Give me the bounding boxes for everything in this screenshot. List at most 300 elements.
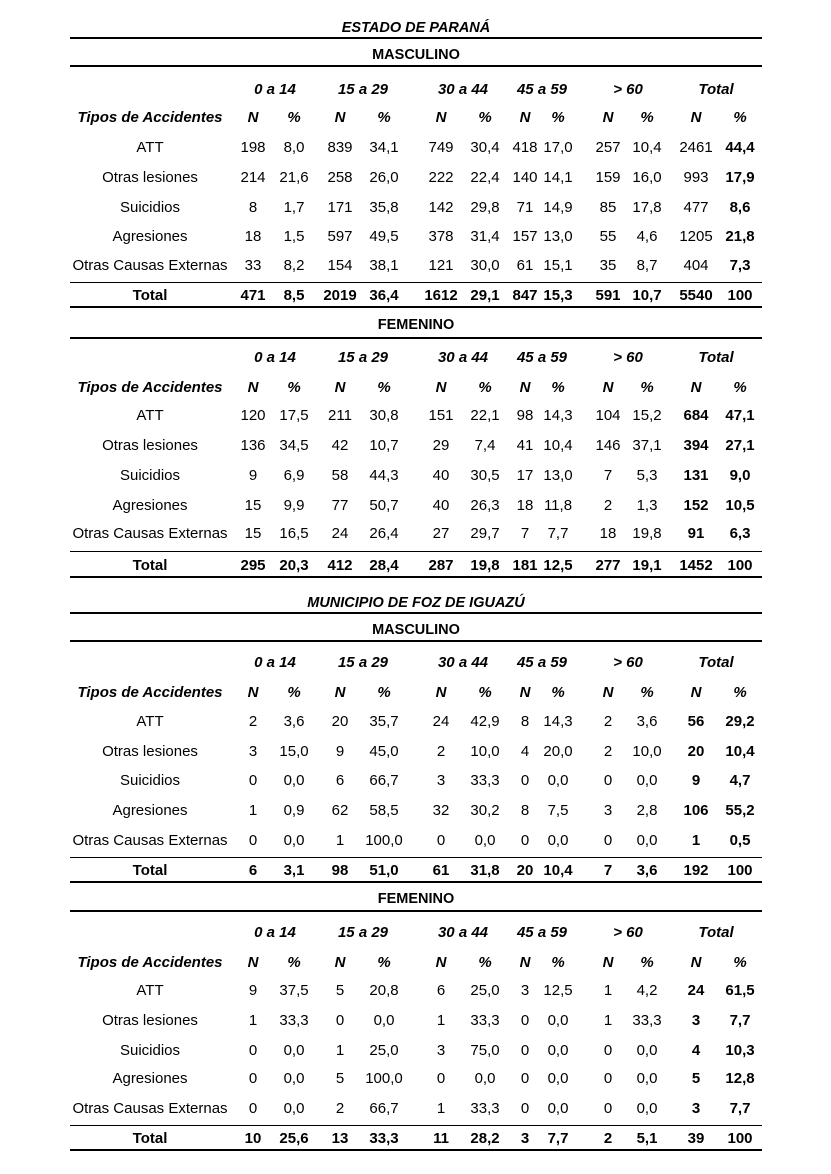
pct-value: 0,0	[283, 1042, 305, 1059]
pct-value: 100,0	[365, 832, 403, 849]
n-value: 0	[248, 1070, 258, 1087]
sex-divider	[70, 640, 762, 642]
pct-value: 0,0	[474, 832, 496, 849]
pct-column-header: %	[640, 379, 654, 396]
age-group-header	[70, 347, 762, 369]
n-value: 3	[691, 1100, 701, 1117]
total-n-value: 11	[433, 1130, 449, 1147]
n-column-header: N	[247, 109, 259, 126]
n-value: 3	[436, 1042, 446, 1059]
total-n-value: 39	[687, 1130, 705, 1147]
n-value: 62	[331, 802, 349, 819]
n-value: 9	[335, 743, 345, 760]
n-value: 9	[691, 772, 701, 789]
n-value: 258	[327, 169, 353, 186]
total-pct-value: 19,8	[470, 557, 500, 574]
n-value: 71	[516, 199, 534, 216]
column-header-row	[70, 107, 762, 129]
n-value: 77	[331, 497, 349, 514]
pct-value: 14,3	[543, 407, 573, 424]
pct-value: 8,7	[636, 257, 658, 274]
pct-column-header: %	[640, 109, 654, 126]
n-value: 0	[603, 772, 613, 789]
pct-value: 30,0	[470, 257, 500, 274]
n-value: 0	[248, 832, 258, 849]
pct-value: 9,0	[729, 467, 751, 484]
pct-value: 30,5	[470, 467, 500, 484]
total-divider	[70, 1125, 762, 1126]
n-column-header: N	[435, 109, 447, 126]
pct-value: 7,7	[729, 1012, 751, 1029]
n-value: 131	[683, 467, 709, 484]
pct-value: 26,0	[369, 169, 399, 186]
n-value: 146	[595, 437, 621, 454]
n-value: 15	[244, 525, 262, 542]
total-label: Total	[132, 557, 168, 574]
pct-column-header: %	[733, 379, 747, 396]
pct-value: 0,0	[636, 772, 658, 789]
pct-value: 26,4	[369, 525, 399, 542]
n-column-header: N	[602, 684, 614, 701]
n-value: 2	[603, 743, 613, 760]
age-group-header	[70, 922, 762, 944]
pct-value: 10,5	[725, 497, 755, 514]
section-bottom-border	[70, 306, 762, 308]
total-row	[70, 285, 762, 307]
pct-value: 0,5	[729, 832, 751, 849]
pct-value: 7,7	[729, 1100, 751, 1117]
age-group-label: 45 a 59	[516, 654, 568, 671]
age-group-label: 0 a 14	[254, 349, 296, 366]
n-value: 98	[516, 407, 534, 424]
pct-column-header: %	[377, 379, 391, 396]
pct-value: 0,0	[283, 1100, 305, 1117]
n-value: 0	[248, 1042, 258, 1059]
n-column-header: N	[334, 379, 346, 396]
table-row	[70, 830, 762, 852]
accident-type-label: Suicidios	[119, 199, 181, 216]
n-value: 418	[512, 139, 538, 156]
total-n-value: 2	[603, 1130, 613, 1147]
pct-value: 15,0	[279, 743, 309, 760]
type-column-header: Tipos de Accidentes	[77, 954, 223, 971]
age-group-label: 0 a 14	[254, 81, 296, 98]
pct-value: 15,2	[632, 407, 662, 424]
pct-value: 13,0	[543, 467, 573, 484]
age-group-label: Total	[698, 654, 734, 671]
n-value: 597	[327, 228, 353, 245]
total-n-value: 591	[595, 287, 621, 304]
n-value: 18	[599, 525, 617, 542]
total-n-value: 61	[432, 862, 450, 879]
pct-value: 14,9	[543, 199, 573, 216]
pct-value: 1,5	[283, 228, 305, 245]
n-value: 6	[335, 772, 345, 789]
n-value: 29	[432, 437, 450, 454]
total-pct-value: 8,5	[283, 287, 305, 304]
n-value: 2	[436, 743, 446, 760]
accident-type-label: Otras Causas Externas	[72, 257, 228, 274]
pct-value: 25,0	[470, 982, 500, 999]
n-value: 24	[331, 525, 349, 542]
pct-value: 3,6	[283, 713, 305, 730]
region-divider	[70, 612, 762, 614]
n-value: 2	[335, 1100, 345, 1117]
n-value: 1	[436, 1100, 446, 1117]
pct-value: 6,3	[729, 525, 751, 542]
n-value: 394	[683, 437, 709, 454]
pct-value: 44,3	[369, 467, 399, 484]
table-row	[70, 405, 762, 427]
n-value: 1205	[679, 228, 713, 245]
pct-value: 22,1	[470, 407, 500, 424]
n-value: 151	[428, 407, 454, 424]
n-value: 3	[436, 772, 446, 789]
pct-value: 30,4	[470, 139, 500, 156]
n-value: 378	[428, 228, 454, 245]
n-value: 0	[520, 772, 530, 789]
pct-value: 25,0	[369, 1042, 399, 1059]
total-n-value: 287	[428, 557, 454, 574]
accident-type-label: ATT	[136, 139, 164, 156]
n-value: 0	[520, 1070, 530, 1087]
n-value: 0	[603, 832, 613, 849]
total-divider	[70, 551, 762, 552]
pct-value: 26,3	[470, 497, 500, 514]
pct-value: 8,2	[283, 257, 305, 274]
pct-value: 34,1	[369, 139, 399, 156]
pct-column-header: %	[551, 109, 565, 126]
total-label: Total	[132, 862, 168, 879]
total-n-value: 192	[683, 862, 709, 879]
pct-column-header: %	[478, 379, 492, 396]
pct-value: 47,1	[725, 407, 755, 424]
total-n-value: 98	[331, 862, 349, 879]
n-value: 4	[520, 743, 530, 760]
n-value: 20	[331, 713, 349, 730]
table-row	[70, 435, 762, 457]
total-pct-value: 7,7	[547, 1130, 569, 1147]
pct-value: 0,0	[547, 832, 569, 849]
n-value: 257	[595, 139, 621, 156]
pct-value: 20,0	[543, 743, 573, 760]
pct-value: 66,7	[369, 772, 399, 789]
pct-column-header: %	[377, 954, 391, 971]
pct-value: 4,7	[729, 772, 751, 789]
n-value: 1	[248, 1012, 258, 1029]
table-row	[70, 255, 762, 277]
total-n-value: 5540	[679, 287, 713, 304]
table-row	[70, 1068, 762, 1090]
n-column-header: N	[519, 684, 531, 701]
n-value: 18	[244, 228, 262, 245]
total-pct-value: 29,1	[470, 287, 500, 304]
pct-value: 34,5	[279, 437, 309, 454]
pct-value: 0,0	[547, 1012, 569, 1029]
accident-type-label: Suicidios	[119, 772, 181, 789]
n-value: 1	[335, 832, 345, 849]
n-value: 211	[328, 407, 352, 424]
n-column-header: N	[690, 954, 702, 971]
age-group-label: 30 a 44	[437, 654, 489, 671]
total-n-value: 277	[595, 557, 621, 574]
age-group-label: > 60	[613, 81, 643, 98]
n-value: 1	[335, 1042, 345, 1059]
total-pct-value: 25,6	[279, 1130, 309, 1147]
n-column-header: N	[690, 684, 702, 701]
n-value: 993	[683, 169, 709, 186]
pct-value: 33,3	[632, 1012, 662, 1029]
n-value: 91	[687, 525, 705, 542]
table-row	[70, 770, 762, 792]
pct-value: 0,0	[283, 832, 305, 849]
n-value: 1	[436, 1012, 446, 1029]
table-row	[70, 465, 762, 487]
total-row	[70, 555, 762, 577]
n-value: 0	[520, 1042, 530, 1059]
n-value: 5	[335, 982, 345, 999]
total-pct-value: 33,3	[369, 1130, 399, 1147]
total-pct-value: 15,3	[543, 287, 573, 304]
n-column-header: N	[435, 954, 447, 971]
n-value: 0	[520, 832, 530, 849]
n-value: 7	[603, 467, 613, 484]
accident-type-label: Agresiones	[112, 802, 188, 819]
total-n-value: 2019	[323, 287, 357, 304]
n-value: 3	[603, 802, 613, 819]
n-value: 142	[428, 199, 454, 216]
n-column-header: N	[602, 954, 614, 971]
n-value: 42	[331, 437, 349, 454]
n-column-header: N	[334, 109, 346, 126]
pct-value: 50,7	[369, 497, 399, 514]
accident-type-label: Otras Causas Externas	[72, 832, 228, 849]
pct-column-header: %	[287, 954, 301, 971]
accident-type-label: Otras lesiones	[102, 1012, 198, 1029]
n-value: 18	[516, 497, 534, 514]
accident-type-label: Agresiones	[112, 228, 188, 245]
total-pct-value: 3,6	[636, 862, 658, 879]
pct-value: 20,8	[369, 982, 399, 999]
n-value: 6	[436, 982, 446, 999]
n-column-header: N	[519, 954, 531, 971]
pct-value: 31,4	[470, 228, 500, 245]
pct-value: 10,4	[543, 437, 573, 454]
pct-value: 0,0	[373, 1012, 395, 1029]
pct-value: 37,1	[632, 437, 662, 454]
n-value: 0	[335, 1012, 345, 1029]
age-group-label: 30 a 44	[437, 924, 489, 941]
pct-column-header: %	[733, 954, 747, 971]
table-row	[70, 1010, 762, 1032]
pct-value: 29,2	[725, 713, 755, 730]
n-value: 1	[691, 832, 701, 849]
total-row	[70, 860, 762, 882]
table-row	[70, 1098, 762, 1120]
pct-value: 1,7	[283, 199, 305, 216]
n-value: 56	[687, 713, 705, 730]
pct-value: 3,6	[636, 713, 658, 730]
n-value: 0	[603, 1070, 613, 1087]
pct-value: 8,0	[283, 139, 305, 156]
pct-value: 13,0	[543, 228, 573, 245]
pct-value: 27,1	[725, 437, 755, 454]
pct-value: 0,0	[547, 1042, 569, 1059]
pct-value: 14,1	[543, 169, 573, 186]
total-pct-value: 10,7	[632, 287, 662, 304]
total-divider	[70, 857, 762, 858]
pct-value: 17,9	[725, 169, 755, 186]
pct-column-header: %	[287, 379, 301, 396]
total-n-value: 6	[248, 862, 258, 879]
total-n-value: 412	[327, 557, 353, 574]
total-label: Total	[132, 287, 168, 304]
accident-type-label: Otras Causas Externas	[72, 525, 228, 542]
section-bottom-border	[70, 576, 762, 578]
sex-title: FEMENINO	[377, 317, 455, 333]
accident-type-label: Agresiones	[112, 497, 188, 514]
sex-title: FEMENINO	[377, 891, 455, 907]
pct-value: 35,7	[369, 713, 399, 730]
accident-type-label: Otras lesiones	[102, 437, 198, 454]
age-group-label: 15 a 29	[337, 81, 389, 98]
n-column-header: N	[435, 684, 447, 701]
n-value: 140	[512, 169, 538, 186]
age-group-label: Total	[698, 349, 734, 366]
age-group-label: 15 a 29	[337, 924, 389, 941]
accident-type-label: Suicidios	[119, 467, 181, 484]
n-column-header: N	[247, 684, 259, 701]
pct-value: 9,9	[283, 497, 305, 514]
pct-value: 0,0	[636, 1042, 658, 1059]
n-value: 0	[520, 1012, 530, 1029]
pct-value: 35,8	[369, 199, 399, 216]
n-column-header: N	[334, 954, 346, 971]
n-value: 9	[248, 467, 258, 484]
n-value: 0	[248, 1100, 258, 1117]
pct-value: 0,0	[636, 1070, 658, 1087]
age-group-label: 45 a 59	[516, 349, 568, 366]
n-value: 152	[683, 497, 709, 514]
region-divider	[70, 37, 762, 39]
n-value: 2461	[679, 139, 713, 156]
pct-value: 44,4	[725, 139, 755, 156]
pct-value: 100,0	[365, 1070, 403, 1087]
pct-value: 10,4	[725, 743, 755, 760]
age-group-label: Total	[698, 81, 734, 98]
n-value: 404	[683, 257, 709, 274]
n-column-header: N	[602, 379, 614, 396]
n-column-header: N	[334, 684, 346, 701]
pct-value: 5,3	[636, 467, 658, 484]
pct-value: 30,8	[369, 407, 399, 424]
pct-value: 8,6	[729, 199, 751, 216]
total-pct-value: 19,1	[632, 557, 662, 574]
age-group-label: 15 a 29	[337, 654, 389, 671]
table-row	[70, 980, 762, 1002]
pct-value: 33,3	[279, 1012, 309, 1029]
section-bottom-border	[70, 881, 762, 883]
type-column-header: Tipos de Accidentes	[77, 379, 223, 396]
pct-column-header: %	[640, 684, 654, 701]
column-header-row	[70, 952, 762, 974]
pct-value: 42,9	[470, 713, 500, 730]
pct-value: 66,7	[369, 1100, 399, 1117]
pct-column-header: %	[377, 109, 391, 126]
n-column-header: N	[519, 379, 531, 396]
pct-value: 10,3	[725, 1042, 755, 1059]
n-value: 0	[520, 1100, 530, 1117]
pct-value: 14,3	[543, 713, 573, 730]
n-value: 749	[428, 139, 454, 156]
total-pct-value: 28,2	[470, 1130, 500, 1147]
sex-divider	[70, 65, 762, 67]
n-value: 20	[687, 743, 705, 760]
pct-value: 7,4	[474, 437, 496, 454]
n-value: 104	[595, 407, 621, 424]
pct-value: 19,8	[632, 525, 662, 542]
n-value: 684	[683, 407, 709, 424]
column-header-row	[70, 682, 762, 704]
total-pct-value: 10,4	[543, 862, 573, 879]
total-n-value: 1452	[679, 557, 713, 574]
age-group-label: 30 a 44	[437, 81, 489, 98]
n-value: 32	[432, 802, 450, 819]
pct-value: 29,8	[470, 199, 500, 216]
n-value: 8	[248, 199, 258, 216]
total-pct-value: 100	[727, 557, 753, 574]
pct-value: 75,0	[470, 1042, 500, 1059]
n-column-header: N	[690, 379, 702, 396]
total-pct-value: 3,1	[283, 862, 305, 879]
pct-column-header: %	[287, 684, 301, 701]
n-value: 3	[248, 743, 258, 760]
age-group-label: Total	[698, 924, 734, 941]
n-column-header: N	[247, 379, 259, 396]
n-value: 1	[248, 802, 258, 819]
table-row	[70, 1040, 762, 1062]
total-pct-value: 5,1	[636, 1130, 658, 1147]
n-value: 2	[603, 497, 613, 514]
n-value: 27	[432, 525, 450, 542]
n-value: 0	[248, 772, 258, 789]
pct-value: 0,0	[547, 1070, 569, 1087]
n-value: 40	[432, 467, 450, 484]
n-value: 2	[603, 713, 613, 730]
pct-value: 17,5	[279, 407, 309, 424]
total-n-value: 7	[603, 862, 613, 879]
pct-value: 38,1	[369, 257, 399, 274]
table-row	[70, 741, 762, 763]
total-row	[70, 1128, 762, 1150]
pct-value: 10,7	[369, 437, 399, 454]
table-row	[70, 800, 762, 822]
age-group-label: 45 a 59	[516, 924, 568, 941]
total-n-value: 3	[520, 1130, 530, 1147]
pct-value: 33,3	[470, 772, 500, 789]
pct-value: 7,3	[729, 257, 751, 274]
pct-value: 16,5	[279, 525, 309, 542]
pct-value: 21,8	[725, 228, 755, 245]
n-value: 0	[603, 1100, 613, 1117]
table-row	[70, 137, 762, 159]
age-group-label: 0 a 14	[254, 654, 296, 671]
n-value: 8	[520, 713, 530, 730]
n-value: 3	[520, 982, 530, 999]
total-pct-value: 36,4	[369, 287, 399, 304]
n-value: 214	[240, 169, 266, 186]
column-header-row	[70, 377, 762, 399]
